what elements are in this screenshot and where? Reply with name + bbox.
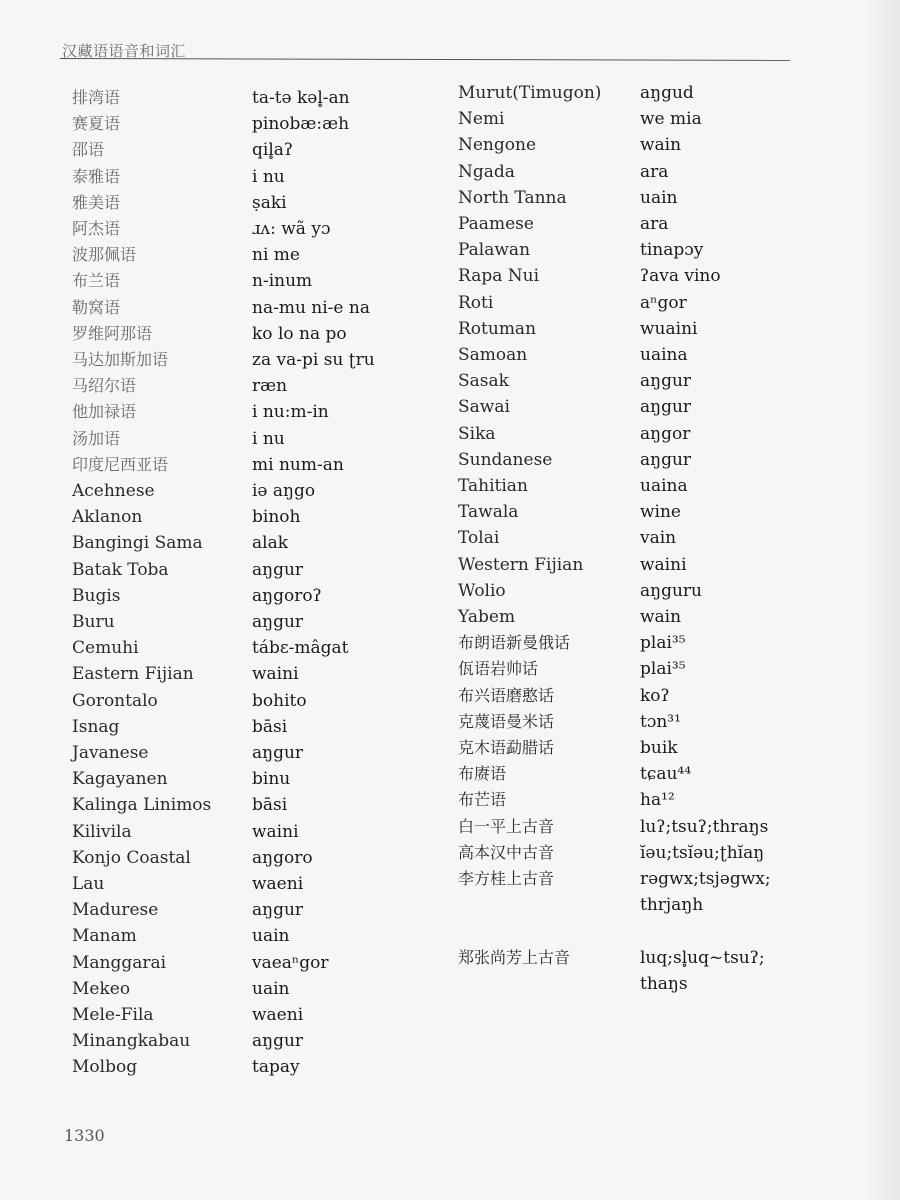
entry-word: aŋgud (640, 83, 694, 103)
entry-word: qil̥aʔ (252, 140, 294, 161)
entry-language: Batak Toba (72, 559, 169, 580)
entry-language: 布赓语 (458, 764, 507, 784)
entry-word: aŋgur (252, 900, 304, 921)
entry-language: 布兰语 (72, 271, 121, 291)
entry-language: Samoan (458, 345, 528, 365)
entry-word: aŋgur (640, 371, 692, 392)
entry-word: uaina (640, 345, 688, 365)
entry-word: waini (640, 554, 687, 575)
entry-language: Konjo Coastal (72, 847, 191, 868)
entry-language: 克木语勐腊话 (458, 738, 555, 757)
entry-word: waeni (252, 1005, 304, 1025)
entry-language: Javanese (72, 743, 149, 763)
entry-language: North Tanna (458, 187, 567, 208)
entry-word: bāsi (252, 716, 288, 737)
entry-word: za va-pi su ʈru (252, 350, 375, 370)
entry-language: 邵语 (72, 140, 105, 160)
entry-word: tapay (252, 1057, 300, 1078)
entry-language: Acehnese (72, 481, 155, 501)
entry-word: i nu (252, 428, 285, 449)
entry-word: uain (252, 978, 290, 999)
entry-language: 阿杰语 (72, 219, 121, 238)
entry-word: plai³⁵ (640, 633, 686, 654)
entry-language: Kilivila (72, 821, 132, 842)
entry-word: bāsi (252, 795, 288, 816)
entry-language: Western Fijian (458, 554, 584, 575)
entry-language: 排湾语 (72, 88, 121, 107)
entry-word: n-inum (252, 271, 313, 292)
entry-word: na-mu ni-e na (252, 297, 370, 318)
entry-language: Yabem (458, 607, 516, 627)
entry-word: vain (640, 528, 677, 549)
entry-word: waeni (252, 874, 304, 894)
entry-word: wuaini (640, 318, 698, 339)
entry-word: waini (252, 664, 299, 685)
entry-language: Roti (458, 292, 494, 313)
entry-word: ta-tə kəl̥-an (252, 88, 350, 108)
entry-word: tɔn³¹ (640, 711, 681, 732)
entry-language: Minangkabau (72, 1031, 191, 1052)
entry-language: 泰雅语 (72, 166, 121, 186)
entry-word: buik (640, 738, 678, 758)
entry-language: Mele-Fila (72, 1005, 154, 1025)
entry-word: rəgwx;tsjəgwx; (640, 869, 771, 889)
entry-language: 雅美语 (72, 192, 121, 212)
entry-language: Lau (72, 874, 105, 894)
entry-word: aŋgur (252, 612, 304, 632)
entry-word: ara (640, 214, 669, 234)
entry-word: mi num-an (252, 454, 344, 475)
entry-language: 布兴语磨憨话 (458, 685, 555, 705)
entry-word: i nu:m-in (252, 402, 329, 423)
entry-word: luq;sl̥uq~tsuʔ; (640, 947, 765, 968)
entry-language: Bangingi Sama (72, 533, 203, 554)
entry-language: Madurese (72, 900, 159, 921)
entry-word: alak (252, 533, 289, 554)
entry-word: thrjaŋh (640, 895, 704, 916)
entry-language: Tahitian (458, 476, 528, 496)
entry-word: ṣaki (252, 192, 287, 213)
entry-language: Nengone (458, 135, 537, 156)
entry-language: 汤加语 (72, 428, 121, 448)
entry-word: aⁿgor (640, 292, 687, 313)
entry-language: Kagayanen (72, 769, 168, 790)
entry-word: wain (640, 135, 682, 156)
entry-language: Murut(Timugon) (458, 83, 602, 103)
entry-word: binu (252, 769, 291, 790)
entry-word: ʔava vino (640, 266, 721, 287)
entry-language: Eastern Fijian (72, 664, 194, 685)
entry-language: 布朗语新曼俄话 (458, 633, 571, 653)
entry-word: aŋgur (252, 1031, 304, 1052)
entry-word: we mia (640, 109, 702, 130)
entry-language: Kalinga Linimos (72, 795, 212, 816)
entry-word: ha¹² (640, 790, 675, 811)
entry-word: ĭəu;tsĭəu;ʈhĭaŋ (640, 842, 765, 863)
entry-word: tábɛ-mâgat (252, 638, 349, 659)
entry-language: Nemi (458, 109, 505, 130)
entry-language: Rotuman (458, 318, 537, 339)
entry-language: 马达加斯加语 (72, 350, 169, 369)
entry-word: vaeaⁿgor (252, 952, 329, 973)
entry-language: 佤语岩帅话 (458, 659, 539, 679)
entry-language: 赛夏语 (72, 114, 121, 134)
entry-word: uain (640, 187, 678, 208)
entry-language: Sundanese (458, 449, 553, 470)
entry-word: wine (640, 502, 681, 523)
entry-language: 他加禄语 (72, 402, 137, 422)
entry-language: Buru (72, 612, 115, 632)
entry-language: 罗维阿那语 (72, 323, 153, 343)
entry-word: aŋgur (640, 397, 692, 418)
entry-word: luʔ;tsuʔ;thraŋs (640, 816, 769, 837)
entry-language: 克蔑语曼米话 (458, 711, 555, 731)
entry-language: Tawala (458, 502, 519, 523)
entry-word: aŋgor (640, 423, 691, 444)
entry-language: 高本汉中古音 (458, 842, 555, 862)
entry-language: Sika (458, 423, 496, 444)
entry-word: ræn (252, 376, 288, 397)
page-edge-shadow (862, 0, 900, 1200)
entry-language: Cemuhi (72, 638, 139, 659)
entry-word: ɹʌ: wã yɔ (252, 219, 331, 239)
entry-word: i nu (252, 166, 285, 187)
entry-language: Sasak (458, 371, 509, 392)
entry-word: aŋgur (252, 559, 304, 580)
entry-word: iə aŋgo (252, 481, 316, 501)
entry-language: 白一平上古音 (458, 816, 555, 836)
entry-language: 波那佩语 (72, 245, 137, 265)
entry-language: 印度尼西亚语 (72, 454, 169, 474)
entry-language: Aklanon (72, 507, 143, 528)
entry-language: Rapa Nui (458, 266, 540, 287)
entry-word: wain (640, 607, 682, 627)
entry-language: Mekeo (72, 978, 131, 999)
entry-language: Ngada (458, 161, 515, 182)
entry-word: uaina (640, 476, 688, 496)
page-number: 1330 (64, 1126, 105, 1145)
entry-language: Molbog (72, 1057, 138, 1078)
entry-word: aŋgur (640, 449, 692, 470)
entry-word: uain (252, 926, 290, 947)
entry-language: Tolai (458, 528, 500, 549)
entry-language: Wolio (458, 580, 506, 601)
entry-language: 马绍尔语 (72, 376, 137, 396)
running-header-title: 汉藏语语音和词汇 (62, 42, 187, 60)
entry-language: Manggarai (72, 952, 167, 973)
entry-word: tɕau⁴⁴ (640, 764, 692, 785)
entry-word: aŋgur (252, 743, 304, 763)
entry-word: pinobæ:æh (252, 114, 350, 135)
entry-word: aŋgoroʔ (252, 585, 322, 606)
entry-word: plai³⁵ (640, 659, 686, 680)
entry-word: bohito (252, 690, 307, 711)
entry-word: waini (252, 821, 299, 842)
entry-word: tinapɔy (640, 240, 704, 261)
entry-word: koʔ (640, 685, 670, 706)
entry-word: ko lo na po (252, 323, 347, 344)
entry-language: 郑张尚芳上古音 (458, 947, 571, 967)
entry-language: 勒窝语 (72, 297, 121, 317)
entry-language: 李方桂上古音 (458, 869, 555, 888)
entry-language: Manam (72, 926, 137, 947)
entry-word: thaŋs (640, 973, 688, 994)
entry-word: ni me (252, 245, 300, 266)
entry-language: Isnag (72, 716, 120, 737)
entry-word: binoh (252, 507, 301, 528)
entry-language: Bugis (72, 585, 121, 606)
entry-word: aŋgoro (252, 847, 313, 868)
entry-language: Palawan (458, 240, 531, 261)
entry-language: 布芒语 (458, 790, 507, 810)
entry-language: Gorontalo (72, 690, 158, 711)
entry-word: aŋguru (640, 580, 702, 601)
entry-language: Paamese (458, 214, 534, 234)
entry-word: ara (640, 161, 669, 182)
entry-language: Sawai (458, 397, 510, 418)
